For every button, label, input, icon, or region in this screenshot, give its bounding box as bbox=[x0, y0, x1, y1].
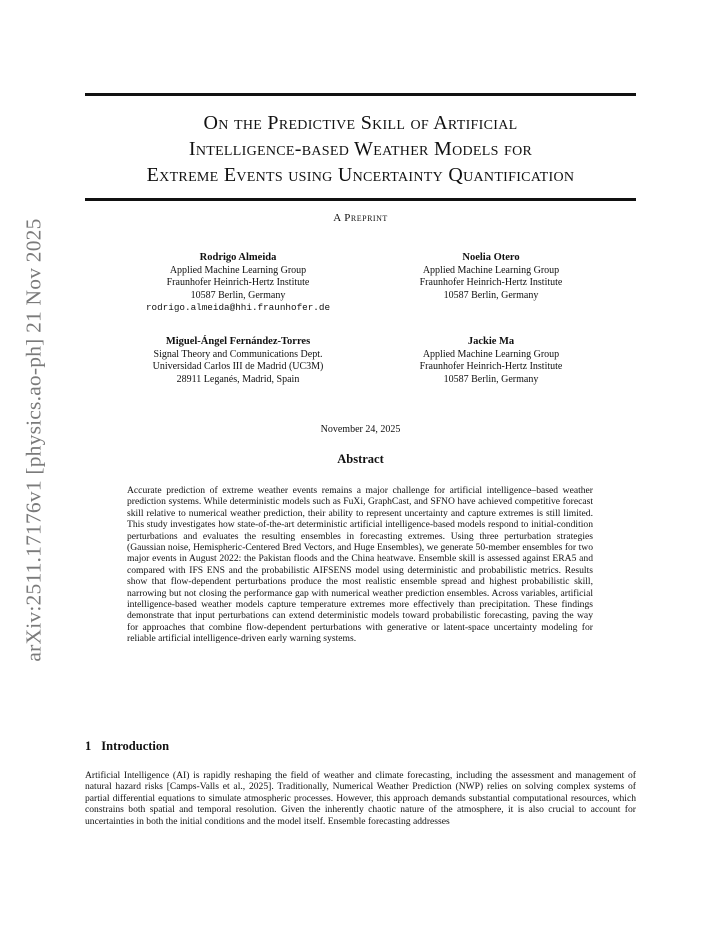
title-line-3: Extreme Events using Uncertainty Quantification bbox=[146, 164, 575, 186]
abstract-body: Accurate prediction of extreme weather events remains a major challenge for artificial intelligence–based weather prediction systems. While deterministic models such as FuXi, GraphCast, and SFNO have achieved competitive forecast skill relative to numerical weather prediction, their ability to represent uncertainty and capture extremes is still limited. This study investigates how state-of-the-art deterministic artificial intelligence-based models respond to initial-condition perturbations and evaluates the resulting ensembles in forecasting extremes. Using three perturbation strategies (Gaussian noise, Hemispheric-Centered Bred Vectors, and Huge Ensembles), we generate 50-member ensembles for two major events in August 2022: the Pakistan floods and the China heatwave. Ensemble skill is assessed against ERA5 and compared with IFS ENS and the probabilistic AIFSENS model using deterministic and probabilistic metrics. Results show that flow-dependent perturbations produce the most realistic ensemble spread and highest probabilistic skill, narrowing but not closing the performance gap with numerical weather prediction ensembles. Across variables, artificial intelligence-based weather models capture temperature extremes more effectively than precipitation. These findings demonstrate that input perturbations can extend deterministic models toward probabilistic forecasting, paving the way for approaches that combine flow-dependent perturbations with generative or latent-space uncertainty modeling for reliable artificial intelligence-driven early warning systems. bbox=[127, 485, 593, 645]
publication-date: November 24, 2025 bbox=[320, 424, 401, 435]
top-rule bbox=[85, 93, 636, 96]
author-affiliation: 10587 Berlin, Germany bbox=[443, 289, 539, 301]
author-affiliation: Fraunhofer Heinrich-Hertz Institute bbox=[419, 277, 563, 288]
author-block-3 bbox=[108, 336, 368, 386]
author-affiliation: 10587 Berlin, Germany bbox=[443, 373, 539, 385]
arxiv-identifier-text: arXiv:2511.17176v1 [physics.ao-ph] 21 Nov 2025 bbox=[21, 218, 46, 662]
author-name: Rodrigo Almeida bbox=[199, 252, 277, 263]
author-affiliation: Applied Machine Learning Group bbox=[422, 348, 560, 360]
author-email[interactable]: rodrigo.almeida@hhi.fraunhofer.de bbox=[145, 302, 331, 313]
author-block-1 bbox=[108, 252, 368, 315]
bottom-title-rule bbox=[85, 198, 636, 201]
author-affiliation: Fraunhofer Heinrich-Hertz Institute bbox=[166, 277, 310, 288]
title-line-1: On the Predictive Skill of Artificial bbox=[203, 112, 518, 134]
author-name: Jackie Ma bbox=[467, 336, 515, 347]
author-affiliation: Applied Machine Learning Group bbox=[169, 264, 307, 276]
author-affiliation: Fraunhofer Heinrich-Hertz Institute bbox=[419, 361, 563, 372]
section-number: 1 bbox=[85, 739, 92, 753]
arxiv-identifier bbox=[14, 218, 54, 662]
author-affiliation: Universidad Carlos III de Madrid (UC3M) bbox=[152, 361, 324, 372]
section-heading bbox=[85, 739, 169, 754]
author-name: Miguel-Ángel Fernández-Torres bbox=[165, 336, 311, 347]
author-block-2 bbox=[361, 252, 621, 302]
author-affiliation: 28911 Leganés, Madrid, Spain bbox=[176, 373, 300, 385]
preprint-label: A Preprint bbox=[333, 212, 388, 224]
author-affiliation: 10587 Berlin, Germany bbox=[190, 289, 286, 301]
author-affiliation: Signal Theory and Communications Dept. bbox=[153, 348, 323, 360]
title-line-2: Intelligence-based Weather Models for bbox=[188, 138, 533, 160]
author-affiliation: Applied Machine Learning Group bbox=[422, 264, 560, 276]
author-name: Noelia Otero bbox=[462, 252, 520, 263]
author-block-4 bbox=[361, 336, 621, 386]
paper-title bbox=[85, 110, 636, 188]
abstract-heading: Abstract bbox=[337, 452, 384, 466]
section-title: Introduction bbox=[101, 739, 170, 753]
introduction-paragraph: Artificial Intelligence (AI) is rapidly reshaping the field of weather and climate forecasting, including the assessment and management of natural hazard risks [Camps-Valls et al., 2025]. Traditionally, Numerical Weather Prediction (NWP) relies on solving complex systems of partial differential equations to simulate atmospheric processes. However, this approach demands substantial computational resources, which constrains both spatial and temporal resolution. Given the inherently chaotic nature of the atmosphere, it is also crucial to account for uncertainties in both the initial conditions and the model itself. Ensemble forecasting addresses bbox=[85, 770, 636, 827]
